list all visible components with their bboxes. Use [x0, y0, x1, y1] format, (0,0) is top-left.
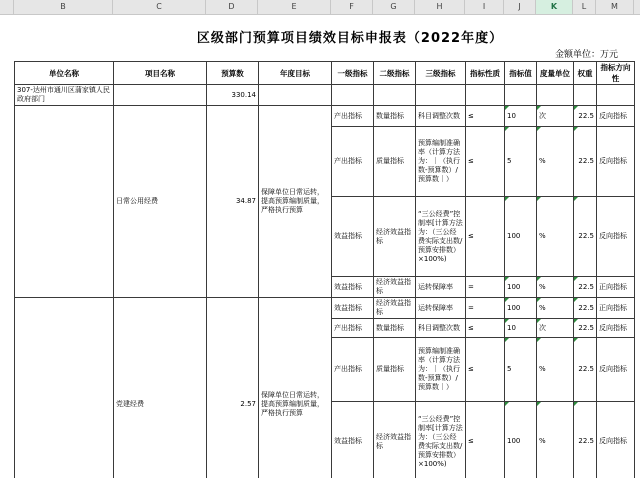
level2-indicator-cell[interactable]: 质量指标 — [374, 127, 416, 197]
empty-cell[interactable] — [466, 85, 505, 106]
column-header[interactable]: H — [415, 0, 465, 14]
org-name-continued-cell[interactable] — [15, 298, 114, 478]
indicator-nature-cell[interactable]: ≤ — [466, 197, 505, 277]
measure-unit-cell[interactable]: 次 — [537, 319, 574, 338]
project-goal-cell[interactable]: 保障单位日常运转，提高预算编制质量，严格执行预算 — [259, 298, 332, 478]
measure-unit-cell[interactable]: % — [537, 127, 574, 197]
project-name-cell[interactable]: 党建经费 — [114, 298, 207, 478]
indicator-value-cell[interactable]: 5 — [505, 338, 537, 402]
level3-indicator-cell[interactable]: 科目调整次数 — [416, 319, 466, 338]
sheet-title: 区级部门预算项目绩效目标申报表（2022年度） — [196, 31, 504, 46]
header-cell[interactable]: 单位名称 — [15, 62, 114, 85]
column-header[interactable]: J — [504, 0, 536, 14]
indicator-nature-cell[interactable]: = — [466, 277, 505, 298]
level3-indicator-cell[interactable]: 预算编制准确率（计算方法为：｜（执行数-预算数）/预算数｜） — [416, 338, 466, 402]
column-header[interactable]: E — [258, 0, 331, 14]
select-all-corner[interactable] — [0, 0, 14, 14]
column-header[interactable]: K — [536, 0, 573, 14]
weight-cell[interactable]: 22.5 — [574, 106, 597, 127]
empty-cell[interactable] — [374, 85, 416, 106]
empty-cell[interactable] — [505, 85, 537, 106]
measure-unit-cell[interactable]: % — [537, 338, 574, 402]
performance-table — [14, 61, 635, 478]
level2-indicator-cell[interactable]: 经济效益指标 — [374, 402, 416, 478]
indicator-nature-cell[interactable]: ≤ — [466, 319, 505, 338]
column-header[interactable]: G — [373, 0, 415, 14]
level1-indicator-cell[interactable]: 效益指标 — [332, 402, 374, 478]
indicator-value-cell[interactable]: 100 — [505, 298, 537, 319]
column-header[interactable]: D — [206, 0, 258, 14]
level2-indicator-cell[interactable]: 经济效益指标 — [374, 298, 416, 319]
header-cell[interactable]: 项目名称 — [114, 62, 207, 85]
weight-cell[interactable]: 22.5 — [574, 277, 597, 298]
empty-cell[interactable] — [114, 85, 207, 106]
direction-cell[interactable]: 反向指标 — [597, 127, 635, 197]
column-header[interactable]: C — [113, 0, 206, 14]
measure-unit-cell[interactable]: % — [537, 197, 574, 277]
measure-unit-cell[interactable]: % — [537, 402, 574, 478]
indicator-value-cell[interactable]: 100 — [505, 197, 537, 277]
level3-indicator-cell[interactable]: 预算编制准确率（计算方法为：｜（执行数-预算数）/预算数｜） — [416, 127, 466, 197]
empty-cell[interactable] — [537, 85, 574, 106]
amount-unit: 金额单位：万元 — [555, 50, 619, 60]
header-cell[interactable]: 预算数 — [207, 62, 259, 85]
measure-unit-cell[interactable]: % — [537, 298, 574, 319]
direction-cell[interactable]: 反向指标 — [597, 402, 635, 478]
weight-cell[interactable]: 22.5 — [574, 338, 597, 402]
header-cell[interactable]: 指标方向性 — [597, 62, 635, 85]
worksheet — [0, 15, 640, 478]
project-name-cell[interactable]: 日常公用经费 — [114, 106, 207, 298]
direction-cell[interactable]: 反向指标 — [597, 319, 635, 338]
level1-indicator-cell[interactable]: 产出指标 — [332, 319, 374, 338]
empty-cell[interactable] — [574, 85, 597, 106]
indicator-nature-cell[interactable]: ≤ — [466, 402, 505, 478]
column-header[interactable]: M — [596, 0, 634, 14]
weight-cell[interactable]: 22.5 — [574, 197, 597, 277]
weight-cell[interactable]: 22.5 — [574, 319, 597, 338]
header-cell[interactable]: 年度目标 — [259, 62, 332, 85]
project-amount-cell[interactable]: 2.57 — [207, 298, 259, 478]
level3-indicator-cell[interactable]: 科目调整次数 — [416, 106, 466, 127]
weight-cell[interactable]: 22.5 — [574, 298, 597, 319]
level3-indicator-cell[interactable]: 运转保障率 — [416, 298, 466, 319]
level1-indicator-cell[interactable]: 效益指标 — [332, 197, 374, 277]
indicator-value-cell[interactable]: 5 — [505, 127, 537, 197]
org-name-cell[interactable]: 307-达州市通川区蒲家镇人民政府部门 — [15, 85, 114, 106]
level1-indicator-cell[interactable]: 效益指标 — [332, 277, 374, 298]
indicator-value-cell[interactable]: 10 — [505, 319, 537, 338]
direction-cell[interactable]: 反向指标 — [597, 197, 635, 277]
direction-cell[interactable]: 反向指标 — [597, 338, 635, 402]
level1-indicator-cell[interactable]: 效益指标 — [332, 298, 374, 319]
level1-indicator-cell[interactable]: 产出指标 — [332, 106, 374, 127]
column-header[interactable]: B — [14, 0, 113, 14]
header-cell[interactable]: 指标性质 — [466, 62, 505, 85]
indicator-nature-cell[interactable]: ≤ — [466, 338, 505, 402]
level2-indicator-cell[interactable]: 经济效益指标 — [374, 277, 416, 298]
indicator-value-cell[interactable]: 100 — [505, 277, 537, 298]
level1-indicator-cell[interactable]: 产出指标 — [332, 127, 374, 197]
level2-indicator-cell[interactable]: 经济效益指标 — [374, 197, 416, 277]
org-amount-cell[interactable]: 330.14 — [207, 85, 259, 106]
direction-cell[interactable]: 正向指标 — [597, 277, 635, 298]
org-name-continued-cell[interactable] — [15, 106, 114, 298]
indicator-value-cell[interactable]: 100 — [505, 402, 537, 478]
indicator-row — [15, 106, 635, 127]
header-cell[interactable]: 三级指标 — [416, 62, 466, 85]
project-goal-cell[interactable]: 保障单位日常运转，提高预算编制质量，严格执行预算 — [259, 106, 332, 298]
empty-cell[interactable] — [416, 85, 466, 106]
indicator-nature-cell[interactable]: ≤ — [466, 106, 505, 127]
project-amount-cell[interactable]: 34.87 — [207, 106, 259, 298]
direction-cell[interactable]: 反向指标 — [597, 106, 635, 127]
header-cell[interactable]: 指标值 — [505, 62, 537, 85]
header-cell[interactable]: 权重 — [574, 62, 597, 85]
header-cell[interactable]: 一级指标 — [332, 62, 374, 85]
measure-unit-cell[interactable]: 次 — [537, 106, 574, 127]
indicator-row — [15, 298, 635, 319]
measure-unit-cell[interactable]: % — [537, 277, 574, 298]
weight-cell[interactable]: 22.5 — [574, 402, 597, 478]
empty-cell[interactable] — [259, 85, 332, 106]
empty-cell[interactable] — [597, 85, 635, 106]
column-header-bar — [0, 0, 640, 15]
indicator-nature-cell[interactable]: = — [466, 298, 505, 319]
header-cell[interactable]: 二级指标 — [374, 62, 416, 85]
direction-cell[interactable]: 正向指标 — [597, 298, 635, 319]
level1-indicator-cell[interactable]: 产出指标 — [332, 338, 374, 402]
header-cell[interactable]: 度量单位 — [537, 62, 574, 85]
column-header[interactable]: F — [331, 0, 373, 14]
level2-indicator-cell[interactable]: 数量指标 — [374, 106, 416, 127]
indicator-value-cell[interactable]: 10 — [505, 106, 537, 127]
level2-indicator-cell[interactable]: 数量指标 — [374, 319, 416, 338]
level3-indicator-cell[interactable]: 运转保障率 — [416, 277, 466, 298]
level2-indicator-cell[interactable]: 质量指标 — [374, 338, 416, 402]
indicator-nature-cell[interactable]: ≤ — [466, 127, 505, 197]
org-row — [15, 85, 635, 106]
weight-cell[interactable]: 22.5 — [574, 127, 597, 197]
level3-indicator-cell[interactable]: “三公经费”控制率[计算方法为：（三公经费实际支出数/预算安排数）×100%) — [416, 402, 466, 478]
empty-cell[interactable] — [332, 85, 374, 106]
header-row — [15, 62, 635, 85]
column-header[interactable]: I — [465, 0, 504, 14]
level3-indicator-cell[interactable]: “三公经费”控制率[计算方法为：（三公经费实际支出数/预算安排数）×100%) — [416, 197, 466, 277]
column-header[interactable]: L — [573, 0, 596, 14]
